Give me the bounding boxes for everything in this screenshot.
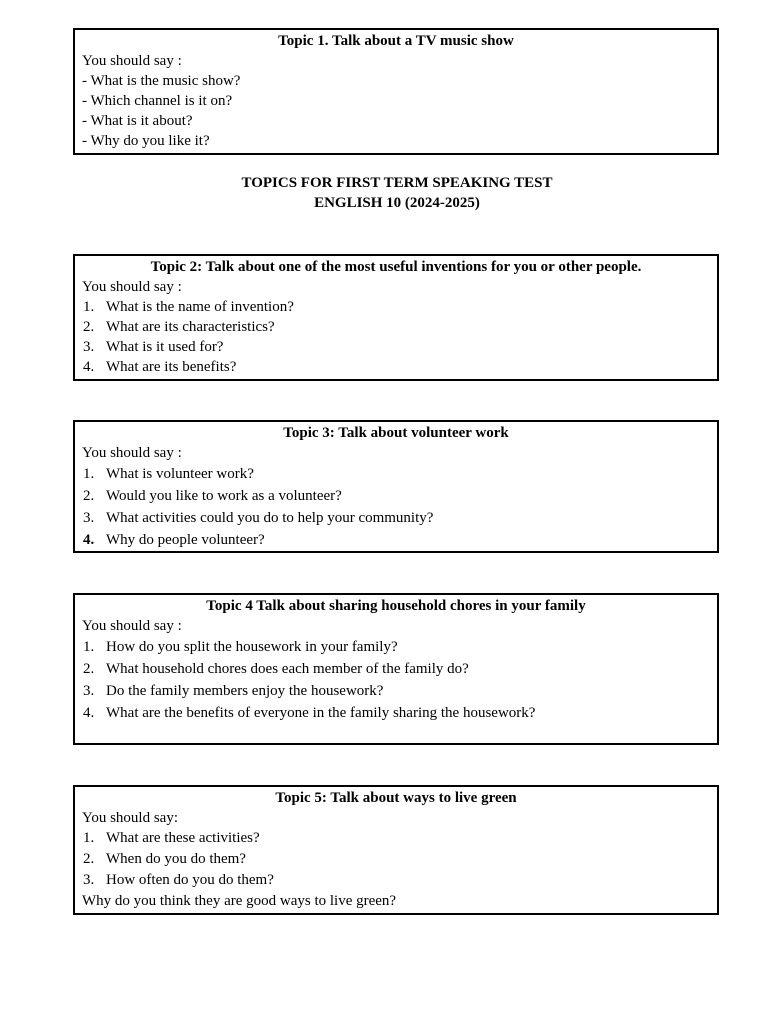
- topic-1-item: - Which channel is it on?: [82, 93, 233, 109]
- topic-3-intro: You should say :: [82, 445, 182, 461]
- item-number: 1.: [83, 830, 95, 846]
- item-text: What household chores does each member of the family do?: [106, 661, 469, 677]
- topic-2-item: [75, 317, 717, 337]
- topic-5-intro: You should say:: [82, 810, 178, 826]
- item-number: 2.: [83, 851, 95, 867]
- item-number: 1.: [83, 639, 95, 655]
- item-number: 3.: [83, 510, 95, 526]
- page-title-line-1: TOPICS FOR FIRST TERM SPEAKING TEST: [241, 175, 553, 191]
- topic-5-title: Topic 5: Talk about ways to live green: [275, 790, 517, 806]
- topic-5-item: [75, 828, 717, 849]
- item-text: What is it used for?: [106, 339, 224, 355]
- item-number: 4.: [83, 532, 95, 548]
- item-text: How often do you do them?: [106, 872, 274, 888]
- item-text: What are its benefits?: [106, 359, 237, 375]
- topic-4-item: [75, 702, 717, 724]
- topic-1-intro: You should say :: [82, 53, 182, 69]
- topic-1-item: - What is it about?: [82, 113, 193, 129]
- topic-2-item: [75, 337, 717, 357]
- topic-3-title: Topic 3: Talk about volunteer work: [283, 425, 509, 441]
- item-text: What is volunteer work?: [106, 466, 254, 482]
- topic-4-intro: You should say :: [82, 618, 182, 634]
- item-text: What activities could you do to help your community?: [106, 510, 434, 526]
- item-text: What are its characteristics?: [106, 319, 275, 335]
- item-text: When do you do them?: [106, 851, 246, 867]
- topic-2-intro: You should say :: [82, 279, 182, 295]
- item-number: 1.: [83, 466, 95, 482]
- topic-2-box: [73, 254, 719, 381]
- topic-4-item: [75, 636, 717, 658]
- item-text: What are these activities?: [106, 830, 260, 846]
- topic-4-box: [73, 593, 719, 745]
- topic-5-closing: Why do you think they are good ways to live green?: [82, 893, 397, 909]
- item-number: 2.: [83, 661, 95, 677]
- item-number: 1.: [83, 299, 95, 315]
- topic-5-item: [75, 849, 717, 870]
- item-text: Why do people volunteer?: [106, 532, 265, 548]
- topic-4-item: [75, 658, 717, 680]
- topic-1-title: Topic 1. Talk about a TV music show: [278, 33, 514, 49]
- topic-3-box: [73, 420, 719, 553]
- item-text: What are the benefits of everyone in the family sharing the housework?: [106, 705, 536, 721]
- topic-2-item: [75, 357, 717, 377]
- item-number: 2.: [83, 488, 95, 504]
- topic-5-box: [73, 785, 719, 915]
- topic-3-item: [75, 463, 717, 485]
- topic-4-title: Topic 4 Talk about sharing household chores in your family: [206, 598, 586, 614]
- item-number: 4.: [83, 705, 95, 721]
- topic-5-item: [75, 870, 717, 891]
- item-text: What is the name of invention?: [106, 299, 294, 315]
- topic-2-item: [75, 297, 717, 317]
- item-number: 2.: [83, 319, 95, 335]
- item-number: 3.: [83, 872, 95, 888]
- item-text: How do you split the housework in your family?: [106, 639, 398, 655]
- topic-1-box: [73, 28, 719, 155]
- page-title-line-2: ENGLISH 10 (2024-2025): [314, 195, 480, 211]
- page-title: [0, 173, 768, 213]
- topic-3-item: [75, 529, 717, 551]
- topic-3-item: [75, 485, 717, 507]
- topic-4-item: [75, 680, 717, 702]
- topic-3-item: [75, 507, 717, 529]
- item-text: Do the family members enjoy the housework?: [106, 683, 384, 699]
- item-number: 3.: [83, 339, 95, 355]
- topic-1-item: - Why do you like it?: [82, 133, 210, 149]
- item-text: Would you like to work as a volunteer?: [106, 488, 342, 504]
- item-number: 3.: [83, 683, 95, 699]
- item-number: 4.: [83, 359, 95, 375]
- topic-2-title: Topic 2: Talk about one of the most useful inventions for you or other people.: [150, 259, 642, 275]
- topic-1-item: - What is the music show?: [82, 73, 241, 89]
